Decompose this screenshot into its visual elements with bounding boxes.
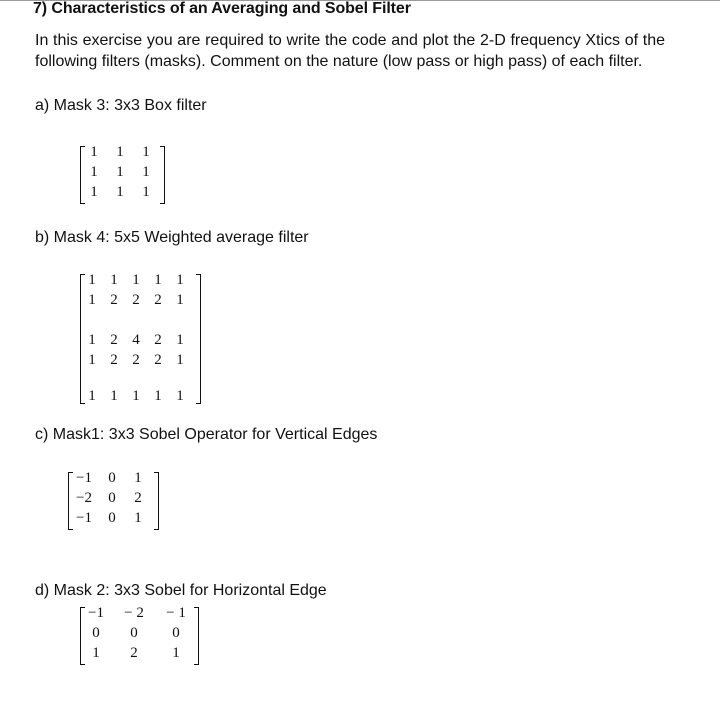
matrix-cell: 2 xyxy=(110,332,118,348)
matrix-cell: 2 xyxy=(110,352,118,368)
matrix-cell: − 2 xyxy=(124,605,144,621)
matrix-cell: 1 xyxy=(110,272,118,288)
matrix-cell: 1 xyxy=(92,645,100,661)
matrix-cell: 1 xyxy=(154,272,162,288)
matrix-cell: 1 xyxy=(134,510,142,526)
matrix-cell: 1 xyxy=(88,388,96,404)
matrix-cell: 1 xyxy=(116,164,124,180)
matrix-cell: 0 xyxy=(92,625,100,641)
matrix-cell: 0 xyxy=(108,510,116,526)
matrix-cell: 1 xyxy=(176,272,184,288)
heading-weighted-average: b) Mask 4: 5x5 Weighted average filter xyxy=(35,229,309,246)
matrix-cell: 1 xyxy=(90,144,98,160)
matrix-cell: 1 xyxy=(88,292,96,308)
matrix-cell: 1 xyxy=(176,332,184,348)
matrix-cell: 1 xyxy=(142,144,150,160)
matrix-cell: 2 xyxy=(154,352,162,368)
matrix-cell: 1 xyxy=(90,184,98,200)
heading-box-filter: a) Mask 3: 3x3 Box filter xyxy=(35,97,207,114)
matrix-cell: 0 xyxy=(108,490,116,506)
matrix-cell: 1 xyxy=(88,352,96,368)
matrix-cell: −1 xyxy=(76,470,92,486)
matrix-cell: − 1 xyxy=(166,605,186,621)
matrix-cell: −2 xyxy=(76,490,92,506)
matrix-cell: 0 xyxy=(108,470,116,486)
matrix-cell: 0 xyxy=(172,625,180,641)
matrix-cell: 2 xyxy=(130,645,138,661)
right-bracket xyxy=(160,146,165,204)
matrix-cell: 2 xyxy=(134,490,142,506)
matrix-cell: 1 xyxy=(110,388,118,404)
exercise-title: 7) Characteristics of an Averaging and Sobel Filter xyxy=(33,0,411,17)
matrix-cell: 1 xyxy=(132,272,140,288)
heading-sobel-vertical: c) Mask1: 3x3 Sobel Operator for Vertical Edges xyxy=(35,426,378,443)
matrix-cell: 1 xyxy=(176,292,184,308)
matrix-cell: 2 xyxy=(132,292,140,308)
matrix-cell: 0 xyxy=(130,625,138,641)
heading-sobel-horizontal: d) Mask 2: 3x3 Sobel for Horizontal Edge xyxy=(35,582,327,599)
right-bracket xyxy=(154,472,159,530)
right-bracket xyxy=(196,274,201,404)
matrix-cell: 1 xyxy=(116,144,124,160)
matrix-cell: 1 xyxy=(172,645,180,661)
matrix-cell: 1 xyxy=(176,352,184,368)
matrix-cell: 1 xyxy=(142,184,150,200)
matrix-cell: 1 xyxy=(134,470,142,486)
matrix-cell: 1 xyxy=(88,332,96,348)
matrix-cell: 1 xyxy=(154,388,162,404)
matrix-cell: 1 xyxy=(176,388,184,404)
matrix-cell: 1 xyxy=(142,164,150,180)
matrix-cell: 2 xyxy=(110,292,118,308)
matrix-cell: 1 xyxy=(90,164,98,180)
matrix-cell: 1 xyxy=(132,388,140,404)
matrix-cell: 2 xyxy=(154,332,162,348)
matrix-cell: 1 xyxy=(116,184,124,200)
exercise-intro: In this exercise you are required to write the code and plot the 2-D frequency Xtics of the following filters (masks). Comment on the nature (low pass or high pass) of each filter. xyxy=(35,32,665,70)
matrix-cell: −1 xyxy=(88,605,104,621)
matrix-cell: 2 xyxy=(154,292,162,308)
matrix-cell: 1 xyxy=(88,272,96,288)
matrix-cell: 4 xyxy=(132,332,140,348)
matrix-cell: 2 xyxy=(132,352,140,368)
matrix-cell: −1 xyxy=(76,510,92,526)
